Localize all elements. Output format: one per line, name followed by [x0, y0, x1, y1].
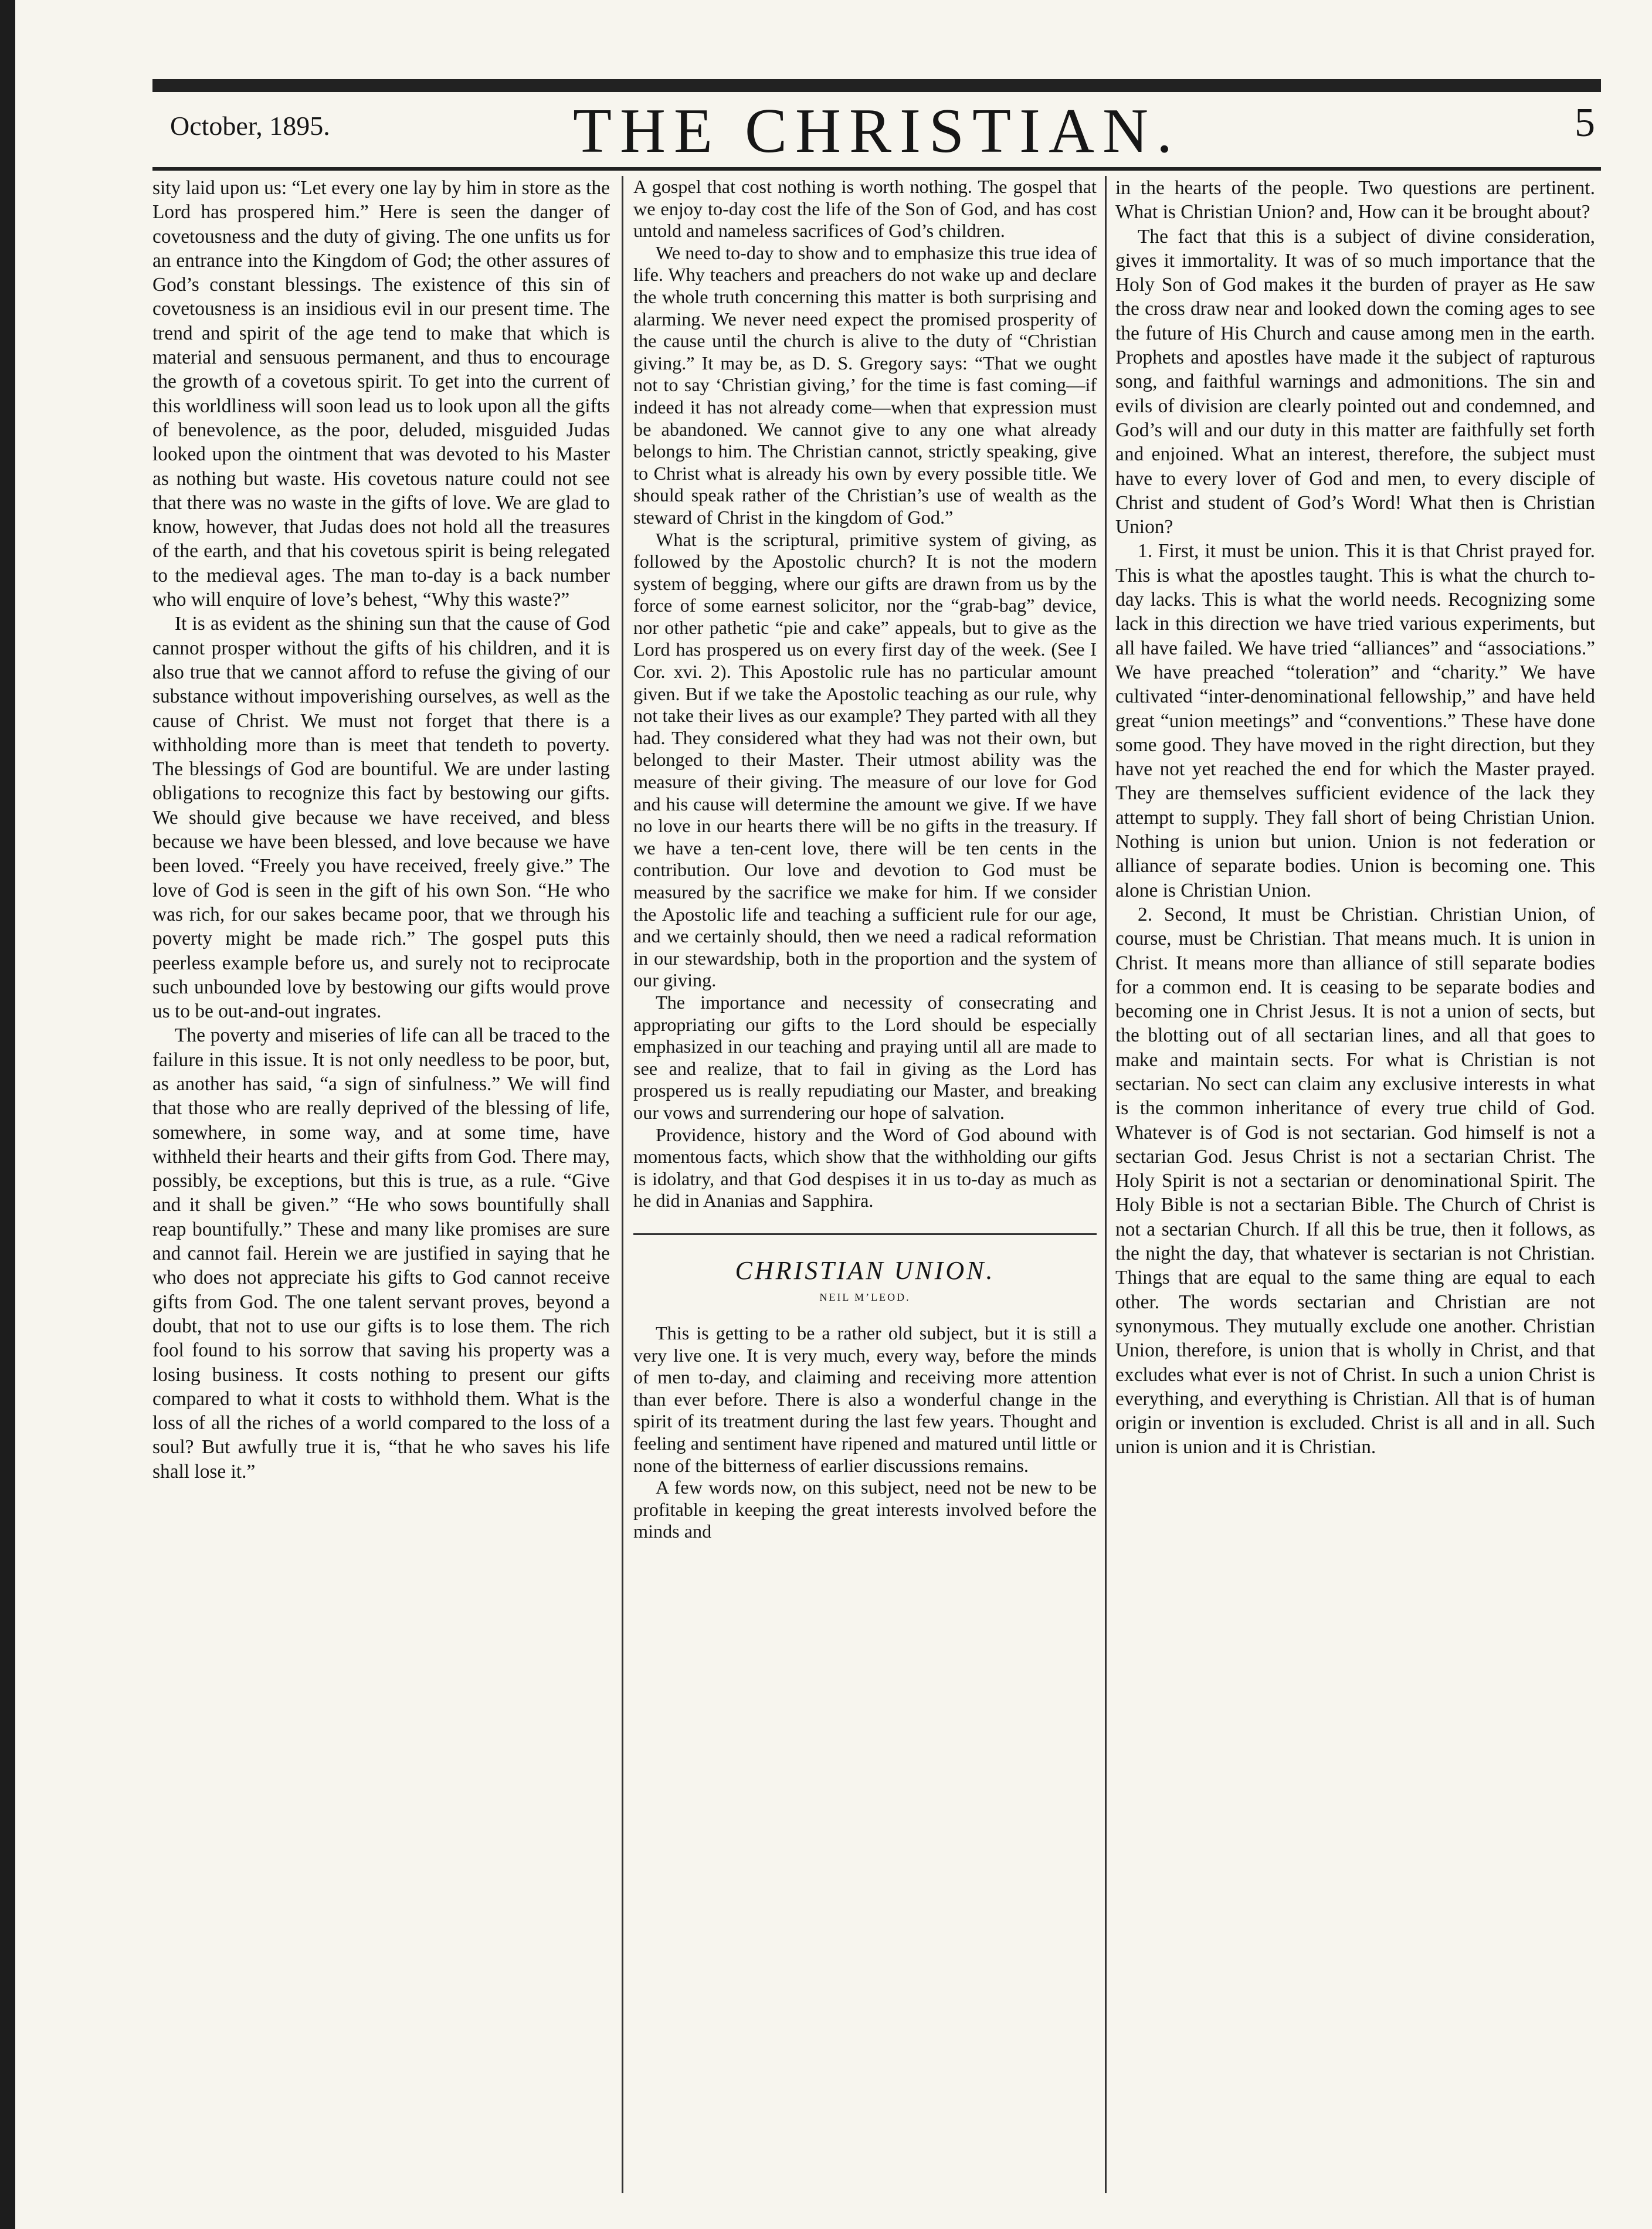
paragraph: The fact that this is a subject of divine consideration, gives it immortality. It was of so much importance that the Holy Son of God makes it the burden of prayer as He saw the cross draw near and looked down the coming ages to see the future of His Church and cause among men in the earth. Prophets and apostles have made it the subject of rapturous song, and faithful warnings and admonitions. The sin and evils of division are clearly pointed out and condemned, and God’s will and our duty in this matter are faithfully set forth and enjoined. What an interest, therefore, the subject must have to every lover of God and men, to every disciple of Christ and student of God’s Word! What then is Christian Union?: [1115, 225, 1595, 538]
column-3: [1115, 176, 1595, 2193]
paragraph: This is getting to be a rather old subject, but it is still a very live one. It is very much, every way, before the minds of men to-day, and claiming and receiving more attention than ever before. There is also a wonderful change in the spirit of its treatment during the last few years. Thought and feeling and sentiment have ripened and matured until little or none of the bitterness of earlier discussions remains.: [633, 1322, 1097, 1476]
paragraph: sity laid upon us: “Let every one lay by him in store as the Lord has prospered him.” Here is seen the danger of covetousness and the duty of giving. The one unfits us for an entrance into the Kingdom of God; the other assures of God’s constant blessings. The existence of this sin of covetousness is an insidious evil in our present time. The trend and spirit of the age tend to make that which is material and sensuous permanent, and thus to encourage the growth of a covetous spirit. To get into the current of this worldliness will soon lead us to look upon all the gifts of benevolence, as the poor, deluded, misguided Judas looked upon the ointment that was devoted to his Master as nothing but waste. His covetous nature could not see that there was no waste in the gifts of love. We are glad to know, however, that Judas does not hold all the treasures of the earth, and that his covetous spirit is being relegated to the medieval ages. The man to-day is a back number who will enquire of love’s behest, “Why this waste?”: [152, 177, 610, 611]
paragraph: A few words now, on this subject, need not be new to be profitable in keeping the great interests involved before the minds and: [633, 1477, 1097, 1542]
paragraph: We need to-day to show and to emphasize this true idea of life. Why teachers and preachers do not wake up and declare the whole truth concerning this matter is both surprising and alarming. We never need expect the promised prosperity of the cause until the church is alive to the duty of “Christian giving.” It may be, as D. S. Gregory says: “That we ought not to say ‘Christian giving,’ for the time is fast coming—if indeed it has not already come—when that expression must be abandoned. We cannot give to any one what already belongs to him. The Christian cannot, strictly speaking, give to Christ what is already his own by every possible title. We should speak rather of the Christian’s use of wealth as the steward of Christ in the kingdom of God.”: [633, 242, 1097, 528]
header-underline: [152, 167, 1601, 171]
paragraph: The poverty and miseries of life can all be traced to the failure in this issue. It is not only needless to be poor, but, as another has said, “a sign of sinfulness.” We will find that those who are really deprived of the blessing of life, somewhere, in some way, and at some time, have withheld their hearts and their gifts from God. There may, possibly, be exceptions, but this is true, as a rule. “Give and it shall be given.” “He who sows bountifully shall reap bountifully.” These and many like promises are sure and cannot fail. Herein we are justified in saying that he who does not appreciate his gifts to God cannot receive gifts from God. The one talent servant proves, beyond a doubt, that not to use our gifts is to lose them. The rich fool found to his sorrow that saving his property was a losing business. It costs nothing to present our gifts compared to what it costs to withhold them. What is the loss of all the riches of a world compared to the loss of a soul? But awfully true it is, “that he who saves his life shall lose it.”: [152, 1024, 610, 1482]
masthead: [152, 96, 1601, 176]
newspaper-title: THE CHRISTIAN.: [573, 96, 1181, 166]
issue-date: October, 1895.: [170, 111, 330, 141]
section-rule: [633, 1233, 1097, 1235]
header-rule: [152, 79, 1601, 92]
paragraph: 1. First, it must be union. This it is that Christ prayed for. This is what the apostles taught. This is what the church to-day lacks. This is what the world needs. Recognizing some lack in this direction we have tried various experiments, but all have failed. We have tried “alliances” and “associations.” We have preached “toleration” and “charity.” We have cultivated “inter-denominational fellowship,” and have held great “union meetings” and “conventions.” These have done some good. They have moved in the right direction, but they have not yet reached the end for which the Master prayed. They are themselves sufficient evidence of the lack they attempt to supply. They fall short of being Christian Union. Nothing is union but union. Union is not federation or alliance of separate bodies. Union is becoming one. This alone is Christian Union.: [1115, 540, 1595, 901]
paragraph: Providence, history and the Word of God abound with momentous facts, which show that the withholding our gifts is idolatry, and that God despises it in us to-day as much as he did in Ananias and Sapphira.: [633, 1124, 1097, 1212]
column-divider: [1105, 176, 1107, 2193]
section-heading: CHRISTIAN UNION.: [735, 1256, 995, 1285]
binding-edge: [0, 0, 15, 2229]
byline: NEIL M’LEOD.: [819, 1291, 911, 1303]
paragraph: What is the scriptural, primitive system of giving, as followed by the Apostolic church? It is not the modern system of begging, where our gifts are drawn from us by the force of some earnest solicitor, nor the “grab-bag” device, nor other pathetic “pie and cake” appeals, but to give as the Lord has prospered us on every first day of the week. (See I Cor. xvi. 2). This Apostolic rule has no particular amount given. But if we take the Apostolic teaching as our rule, why not take their lives as our example? They parted with all they had. They considered what they had was not their own, but belonged to their Master. Their utmost ability was the measure of their giving. The measure of our love for God and his cause will determine the amount we give. If we have no love in our hearts there will be no gifts in the treasury. If we have a ten-cent love, there will be ten cents in the contribution. Our love and devotion to God must be measured by the sacrifice we make for him. If we consider the Apostolic life and teaching a sufficient rule for our age, and we certainly should, then we need a radical reformation in our stewardship, both in the proportion and the system of our giving.: [633, 528, 1097, 991]
paragraph: It is as evident as the shining sun that the cause of God cannot prosper without the gifts of his children, and it is also true that we cannot afford to refuse the giving of our substance without impoverishing ourselves, as well as the cause of Christ. We must not forget that there is a withholding more than is meet that tendeth to poverty. The blessings of God are bountiful. We are under lasting obligations to recognize this fact by bestowing our gifts. We should give because we have received, and bless because we have been blessed, and love because we have been loved. “Freely you have received, freely give.” The love of God is seen in the gift of his own Son. “He who was rich, for our sakes became poor, that we through his poverty might be made rich.” The gospel puts this peerless example before us, and surely not to reciprocate such unbounded love by bestowing our gifts would prove us to be out-and-out ingrates.: [152, 613, 610, 1023]
paragraph: 2. Second, It must be Christian. Christian Union, of course, must be Christian. That means much. It is union in Christ. It means more than alliance of still separate bodies for a common end. It is ceasing to be separate bodies and becoming one in Christ Jesus. It is not a union of sects, but the blotting out of all sectarian lines, and all that goes to make and maintain sects. For what is Christian is not sectarian. No sect can claim any exclusive interests in what is the common inheritance of every true child of God. Whatever is of God is not sectarian. God himself is not a sectarian God. Jesus Christ is not a sectarian Christ. The Holy Spirit is not a sectarian or denominational Spirit. The Holy Bible is not a sectarian Bible. The Church of Christ is not a sectarian Church. If all this be true, then it follows, as the night the day, that whatever is sectarian is not Christian. Things that are equal to the same thing are equal to each other. The words sectarian and Christian are not synonymous. They mutually exclude one another. Christian Union, therefore, is union that is wholly in Christ, and that excludes what ever is not of Christ. In such a union Christ is everything, and everything is Christian. All that is of human origin or invention is excluded. Christ is all and in all. Such union is union and it is Christian.: [1115, 903, 1595, 1458]
column-divider: [622, 176, 623, 2193]
column-1: [152, 176, 610, 2193]
paragraph: in the hearts of the people. Two questions are pertinent. What is Christian Union? and, How can it be brought about?: [1115, 177, 1595, 223]
paragraph: The importance and necessity of consecrating and appropriating our gifts to the Lord should be especially emphasized in our teaching and praying until all are made to see and realize, that to fail in giving as the Lord has prospered us is really repudiating our Master, and breaking our vows and surrendering our hope of salvation.: [633, 991, 1097, 1123]
page-number: 5: [1575, 100, 1595, 145]
paragraph: A gospel that cost nothing is worth nothing. The gospel that we enjoy to-day cost the life of the Son of God, and has cost untold and nameless sacrifices of God’s children.: [633, 176, 1097, 242]
column-2: [633, 176, 1097, 2193]
